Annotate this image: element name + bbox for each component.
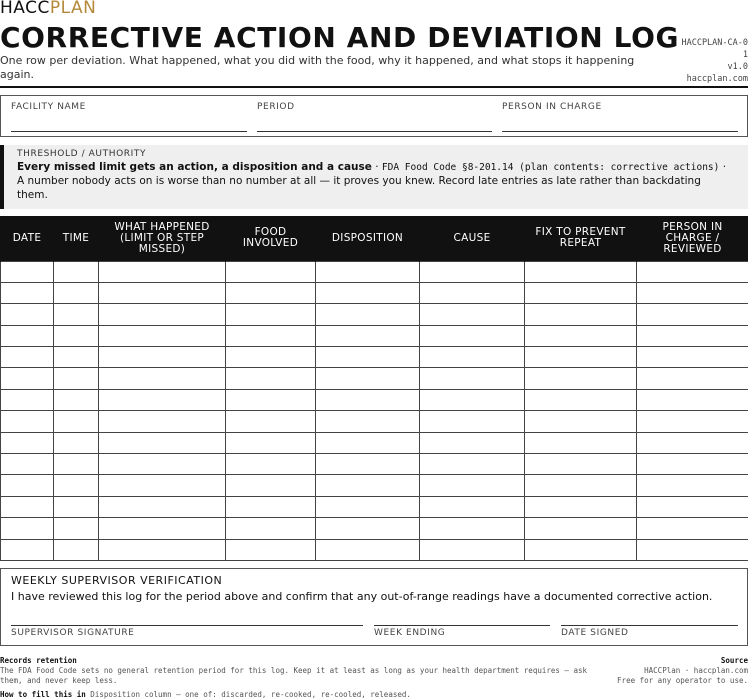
date-signed-field[interactable]	[561, 609, 738, 645]
table-cell[interactable]	[1, 539, 54, 560]
table-cell[interactable]	[316, 282, 420, 303]
table-cell[interactable]	[525, 518, 637, 539]
page-title: CORRECTIVE ACTION AND DEVIATION LOG	[0, 21, 680, 54]
table-cell[interactable]	[525, 304, 637, 325]
table-cell[interactable]	[54, 518, 99, 539]
date-signed-label: DATE SIGNED	[561, 628, 629, 638]
week-ending-label: WEEK ENDING	[374, 628, 446, 638]
document-version: v1.0	[727, 62, 748, 72]
table-cell[interactable]	[525, 282, 637, 303]
column-header-date: DATE	[1, 216, 54, 261]
table-cell[interactable]	[54, 454, 99, 475]
table-body	[1, 261, 748, 560]
table-cell[interactable]	[316, 496, 420, 517]
table-cell[interactable]	[525, 475, 637, 496]
source-line-1: HACCPlan · haccplan.com	[644, 666, 748, 675]
table-cell[interactable]	[637, 432, 748, 453]
table-cell[interactable]	[1, 347, 54, 368]
table-row	[1, 539, 748, 560]
table-cell[interactable]	[637, 518, 748, 539]
weekly-verification-statement: I have reviewed this log for the period above and confirm that any out-of-range readings have a documented corrective action.	[11, 590, 713, 603]
table-cell[interactable]	[1, 325, 54, 346]
table-cell[interactable]	[420, 347, 525, 368]
table-cell[interactable]	[316, 347, 420, 368]
supervisor-signature-field[interactable]	[11, 609, 363, 645]
table-cell[interactable]	[54, 325, 99, 346]
facility-name-label: FACILITY NAME	[11, 102, 86, 112]
table-cell[interactable]	[54, 261, 99, 282]
table-cell[interactable]	[99, 389, 226, 410]
table-cell[interactable]	[226, 261, 316, 282]
threshold-rest-text: · A number nobody acts on is worse than no number at all — it proves you knew. Record late entries as late rather than backdating them.	[17, 161, 727, 201]
brand-logo-part1: HACC	[0, 0, 50, 18]
table-cell[interactable]	[525, 261, 637, 282]
table-header-row	[1, 216, 748, 261]
table-cell[interactable]	[420, 282, 525, 303]
column-header-what-happened: WHAT HAPPENED (LIMIT OR STEP MISSED)	[99, 216, 226, 261]
table-cell[interactable]	[637, 304, 748, 325]
table-cell[interactable]	[525, 389, 637, 410]
table-cell[interactable]	[316, 325, 420, 346]
table-row	[1, 518, 748, 539]
weekly-verification-box	[0, 568, 748, 646]
column-header-person-reviewed: PERSON IN CHARGE / REVIEWED	[637, 216, 748, 261]
table-cell[interactable]	[525, 432, 637, 453]
table-cell[interactable]	[637, 389, 748, 410]
table-cell[interactable]	[637, 411, 748, 432]
table-cell[interactable]	[525, 368, 637, 389]
table-cell[interactable]	[1, 496, 54, 517]
table-cell[interactable]	[316, 539, 420, 560]
table-cell[interactable]	[637, 368, 748, 389]
table-cell[interactable]	[525, 325, 637, 346]
how-to-fill-text: Disposition column — one of: discarded, re-cooked, re-cooled, released.	[85, 690, 411, 699]
table-cell[interactable]	[1, 282, 54, 303]
brand-logo	[0, 0, 96, 18]
table-cell[interactable]	[316, 518, 420, 539]
table-cell[interactable]	[1, 368, 54, 389]
table-cell[interactable]	[316, 368, 420, 389]
person-in-charge-field[interactable]	[502, 96, 738, 138]
document-code: HACCPLAN-CA-01	[681, 38, 748, 60]
threshold-bold-text: Every missed limit gets an action, a disposition and a cause	[17, 161, 372, 173]
table-cell[interactable]	[54, 368, 99, 389]
table-cell[interactable]	[316, 389, 420, 410]
table-cell[interactable]	[226, 325, 316, 346]
table-row	[1, 304, 748, 325]
table-cell[interactable]	[99, 282, 226, 303]
table-cell[interactable]	[54, 347, 99, 368]
column-header-time: TIME	[54, 216, 99, 261]
table-cell[interactable]	[1, 518, 54, 539]
how-to-fill-note	[0, 690, 411, 700]
person-in-charge-line	[502, 131, 738, 132]
table-cell[interactable]	[99, 539, 226, 560]
table-cell[interactable]	[316, 432, 420, 453]
table-cell[interactable]	[54, 496, 99, 517]
how-to-fill-label: How to fill this in	[0, 690, 86, 699]
table-cell[interactable]	[99, 518, 226, 539]
table-cell[interactable]	[226, 282, 316, 303]
source-line-2: Free for any operator to use.	[617, 676, 748, 685]
table-cell[interactable]	[637, 539, 748, 560]
table-cell[interactable]	[226, 347, 316, 368]
table-row	[1, 325, 748, 346]
table-row	[1, 475, 748, 496]
table-row	[1, 411, 748, 432]
threshold-text	[17, 161, 748, 202]
table-cell[interactable]	[99, 261, 226, 282]
table-cell[interactable]	[637, 496, 748, 517]
table-row	[1, 282, 748, 303]
table-row	[1, 454, 748, 475]
table-cell[interactable]	[226, 496, 316, 517]
period-line	[257, 131, 492, 132]
records-retention-note	[0, 656, 610, 686]
table-cell[interactable]	[99, 368, 226, 389]
table-cell[interactable]	[420, 261, 525, 282]
table-cell[interactable]	[54, 282, 99, 303]
table-cell[interactable]	[637, 282, 748, 303]
table-cell[interactable]	[420, 304, 525, 325]
table-cell[interactable]	[420, 475, 525, 496]
table-cell[interactable]	[420, 454, 525, 475]
table-cell[interactable]	[1, 454, 54, 475]
table-cell[interactable]	[99, 304, 226, 325]
header-rule	[0, 86, 748, 88]
week-ending-field[interactable]	[374, 609, 550, 645]
period-field[interactable]	[257, 96, 492, 138]
supervisor-signature-label: SUPERVISOR SIGNATURE	[11, 628, 135, 638]
facility-name-field[interactable]	[11, 96, 247, 138]
table-cell[interactable]	[226, 368, 316, 389]
threshold-reference: FDA Food Code §8-201.14 (plan contents: corrective actions)	[381, 162, 720, 173]
table-cell[interactable]	[226, 432, 316, 453]
facility-info-box	[0, 95, 748, 137]
table-cell[interactable]	[54, 389, 99, 410]
table-cell[interactable]	[226, 539, 316, 560]
table-cell[interactable]	[525, 411, 637, 432]
table-cell[interactable]	[316, 475, 420, 496]
source-label: Source	[720, 656, 748, 665]
period-label: PERIOD	[257, 102, 295, 112]
table-cell[interactable]	[420, 389, 525, 410]
person-in-charge-label: PERSON IN CHARGE	[502, 102, 602, 112]
column-header-food-involved: FOOD INVOLVED	[226, 216, 316, 261]
table-cell[interactable]	[637, 261, 748, 282]
table-cell[interactable]	[316, 454, 420, 475]
table-cell[interactable]	[226, 304, 316, 325]
table-cell[interactable]	[54, 539, 99, 560]
weekly-verification-label: WEEKLY SUPERVISOR VERIFICATION	[11, 574, 223, 587]
supervisor-signature-line	[11, 625, 363, 626]
table-cell[interactable]	[99, 432, 226, 453]
table-cell[interactable]	[226, 411, 316, 432]
table-row	[1, 496, 748, 517]
table-cell[interactable]	[637, 325, 748, 346]
table-cell[interactable]	[1, 261, 54, 282]
table-cell[interactable]	[637, 347, 748, 368]
table-cell[interactable]	[99, 411, 226, 432]
page-subtitle: One row per deviation. What happened, what you did with the food, why it happened, and what stops it happening again.	[0, 54, 635, 81]
table-cell[interactable]	[99, 475, 226, 496]
table-cell[interactable]	[420, 325, 525, 346]
table-cell[interactable]	[1, 304, 54, 325]
table-cell[interactable]	[420, 539, 525, 560]
document-meta	[680, 37, 748, 85]
table-cell[interactable]	[54, 475, 99, 496]
table-cell[interactable]	[226, 454, 316, 475]
threshold-separator: ·	[371, 161, 382, 173]
threshold-authority-box	[0, 145, 748, 209]
table-cell[interactable]	[1, 432, 54, 453]
threshold-label: THRESHOLD / AUTHORITY	[17, 149, 147, 159]
table-cell[interactable]	[316, 304, 420, 325]
table-cell[interactable]	[420, 368, 525, 389]
table-row	[1, 432, 748, 453]
table-cell[interactable]	[226, 518, 316, 539]
brand-logo-part2: PLAN	[49, 0, 97, 18]
records-retention-label: Records retention	[0, 656, 77, 665]
table-cell[interactable]	[99, 454, 226, 475]
table-cell[interactable]	[420, 518, 525, 539]
column-header-fix: FIX TO PREVENT REPEAT	[525, 216, 637, 261]
deviation-log-table	[0, 216, 748, 561]
table-cell[interactable]	[525, 347, 637, 368]
table-cell[interactable]	[54, 304, 99, 325]
column-header-disposition: DISPOSITION	[316, 216, 420, 261]
table-cell[interactable]	[54, 432, 99, 453]
table-cell[interactable]	[226, 389, 316, 410]
table-row	[1, 261, 748, 282]
table-cell[interactable]	[1, 389, 54, 410]
facility-name-line	[11, 131, 247, 132]
table-cell[interactable]	[99, 325, 226, 346]
document-site: haccplan.com	[686, 74, 748, 84]
table-cell[interactable]	[525, 496, 637, 517]
table-cell[interactable]	[637, 454, 748, 475]
table-cell[interactable]	[420, 496, 525, 517]
table-row	[1, 347, 748, 368]
table-cell[interactable]	[637, 475, 748, 496]
table-cell[interactable]	[226, 475, 316, 496]
table-cell[interactable]	[420, 432, 525, 453]
column-header-cause: CAUSE	[420, 216, 525, 261]
table-cell[interactable]	[525, 454, 637, 475]
table-cell[interactable]	[1, 475, 54, 496]
table-cell[interactable]	[54, 411, 99, 432]
source-note	[598, 656, 748, 686]
table-cell[interactable]	[525, 539, 637, 560]
table-cell[interactable]	[316, 411, 420, 432]
table-cell[interactable]	[99, 496, 226, 517]
date-signed-line	[561, 625, 738, 626]
week-ending-line	[374, 625, 550, 626]
table-cell[interactable]	[420, 411, 525, 432]
table-cell[interactable]	[316, 261, 420, 282]
table-row	[1, 368, 748, 389]
table-cell[interactable]	[1, 411, 54, 432]
table-cell[interactable]	[99, 347, 226, 368]
table-row	[1, 389, 748, 410]
records-retention-text: The FDA Food Code sets no general retention period for this log. Keep it at least as long as your health department requires — ask them, and never keep less.	[0, 666, 587, 685]
